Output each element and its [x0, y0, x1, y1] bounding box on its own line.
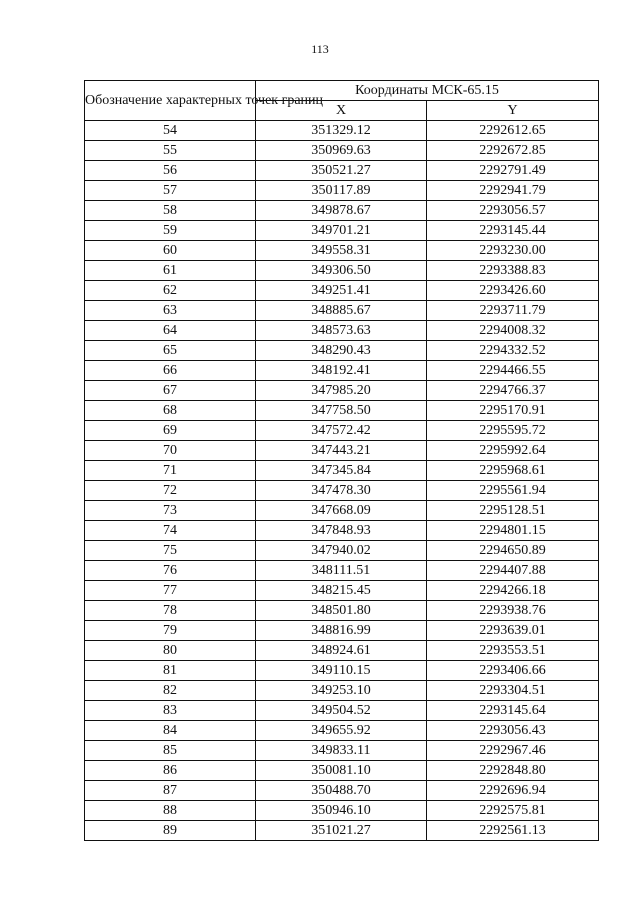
y-coordinate-cell: 2295595.72 — [427, 421, 599, 441]
table-row — [85, 441, 599, 461]
y-coordinate-cell: 2294650.89 — [427, 541, 599, 561]
point-number-cell: 57 — [85, 181, 256, 201]
x-coordinate-cell: 348215.45 — [256, 581, 427, 601]
table-row — [85, 521, 599, 541]
point-number-cell: 74 — [85, 521, 256, 541]
y-coordinate-cell: 2293711.79 — [427, 301, 599, 321]
table-row — [85, 641, 599, 661]
x-coordinate-cell: 350969.63 — [256, 141, 427, 161]
table-row — [85, 541, 599, 561]
table-row — [85, 121, 599, 141]
point-number-cell: 82 — [85, 681, 256, 701]
x-coordinate-cell: 350117.89 — [256, 181, 427, 201]
y-coordinate-cell: 2294466.55 — [427, 361, 599, 381]
table-row — [85, 721, 599, 741]
point-number-cell: 78 — [85, 601, 256, 621]
table-row — [85, 241, 599, 261]
table-row — [85, 221, 599, 241]
table-row — [85, 281, 599, 301]
x-coordinate-cell: 349110.15 — [256, 661, 427, 681]
y-coordinate-cell: 2293056.57 — [427, 201, 599, 221]
y-coordinate-cell: 2295170.91 — [427, 401, 599, 421]
table-row — [85, 341, 599, 361]
table-row — [85, 421, 599, 441]
point-number-cell: 88 — [85, 801, 256, 821]
table-row — [85, 681, 599, 701]
point-number-cell: 77 — [85, 581, 256, 601]
table-row — [85, 621, 599, 641]
point-number-cell: 84 — [85, 721, 256, 741]
point-number-cell: 83 — [85, 701, 256, 721]
point-number-cell: 61 — [85, 261, 256, 281]
point-number-cell: 67 — [85, 381, 256, 401]
y-coordinate-cell: 2293230.00 — [427, 241, 599, 261]
table-row — [85, 201, 599, 221]
point-number-cell: 75 — [85, 541, 256, 561]
y-coordinate-cell: 2292612.65 — [427, 121, 599, 141]
y-coordinate-cell: 2293938.76 — [427, 601, 599, 621]
table-row — [85, 801, 599, 821]
x-coordinate-cell: 348111.51 — [256, 561, 427, 581]
x-coordinate-cell: 349655.92 — [256, 721, 427, 741]
y-coordinate-cell: 2293426.60 — [427, 281, 599, 301]
y-coordinate-cell: 2294332.52 — [427, 341, 599, 361]
x-coordinate-cell: 348816.99 — [256, 621, 427, 641]
point-number-cell: 73 — [85, 501, 256, 521]
y-coordinate-cell: 2293406.66 — [427, 661, 599, 681]
x-coordinate-cell: 347478.30 — [256, 481, 427, 501]
y-coordinate-cell: 2293553.51 — [427, 641, 599, 661]
x-coordinate-cell: 348501.80 — [256, 601, 427, 621]
point-number-cell: 76 — [85, 561, 256, 581]
y-coordinate-cell: 2292672.85 — [427, 141, 599, 161]
point-number-cell: 54 — [85, 121, 256, 141]
coordinates-table — [84, 80, 599, 841]
header-y: Y — [427, 101, 599, 121]
point-number-cell: 80 — [85, 641, 256, 661]
point-number-cell: 65 — [85, 341, 256, 361]
point-number-cell: 66 — [85, 361, 256, 381]
point-number-cell: 85 — [85, 741, 256, 761]
table-row — [85, 501, 599, 521]
table-row — [85, 361, 599, 381]
table-row — [85, 581, 599, 601]
x-coordinate-cell: 348885.67 — [256, 301, 427, 321]
x-coordinate-cell: 349504.52 — [256, 701, 427, 721]
point-number-cell: 87 — [85, 781, 256, 801]
header-point-designation: Обозначение характерных точек границ — [85, 81, 256, 121]
y-coordinate-cell: 2293388.83 — [427, 261, 599, 281]
point-number-cell: 62 — [85, 281, 256, 301]
x-coordinate-cell: 348290.43 — [256, 341, 427, 361]
x-coordinate-cell: 350521.27 — [256, 161, 427, 181]
point-number-cell: 86 — [85, 761, 256, 781]
y-coordinate-cell: 2293056.43 — [427, 721, 599, 741]
table-row — [85, 181, 599, 201]
point-number-cell: 71 — [85, 461, 256, 481]
y-coordinate-cell: 2295128.51 — [427, 501, 599, 521]
table-row — [85, 321, 599, 341]
point-number-cell: 55 — [85, 141, 256, 161]
point-number-cell: 68 — [85, 401, 256, 421]
x-coordinate-cell: 347668.09 — [256, 501, 427, 521]
header-x: X — [256, 101, 427, 121]
y-coordinate-cell: 2294801.15 — [427, 521, 599, 541]
x-coordinate-cell: 349253.10 — [256, 681, 427, 701]
x-coordinate-cell: 351329.12 — [256, 121, 427, 141]
point-number-cell: 56 — [85, 161, 256, 181]
x-coordinate-cell: 350081.10 — [256, 761, 427, 781]
y-coordinate-cell: 2293639.01 — [427, 621, 599, 641]
point-number-cell: 58 — [85, 201, 256, 221]
x-coordinate-cell: 350946.10 — [256, 801, 427, 821]
table-row — [85, 301, 599, 321]
y-coordinate-cell: 2292967.46 — [427, 741, 599, 761]
y-coordinate-cell: 2293304.51 — [427, 681, 599, 701]
y-coordinate-cell: 2294766.37 — [427, 381, 599, 401]
point-number-cell: 63 — [85, 301, 256, 321]
table-row — [85, 821, 599, 841]
table-row — [85, 781, 599, 801]
y-coordinate-cell: 2293145.64 — [427, 701, 599, 721]
table-row — [85, 261, 599, 281]
x-coordinate-cell: 347848.93 — [256, 521, 427, 541]
table-row — [85, 661, 599, 681]
table-row — [85, 141, 599, 161]
point-number-cell: 60 — [85, 241, 256, 261]
x-coordinate-cell: 347940.02 — [256, 541, 427, 561]
y-coordinate-cell: 2294008.32 — [427, 321, 599, 341]
x-coordinate-cell: 348924.61 — [256, 641, 427, 661]
table-row — [85, 401, 599, 421]
table-row — [85, 381, 599, 401]
table-row — [85, 741, 599, 761]
x-coordinate-cell: 348192.41 — [256, 361, 427, 381]
table-row — [85, 481, 599, 501]
x-coordinate-cell: 349251.41 — [256, 281, 427, 301]
point-number-cell: 69 — [85, 421, 256, 441]
y-coordinate-cell: 2295561.94 — [427, 481, 599, 501]
y-coordinate-cell: 2292575.81 — [427, 801, 599, 821]
y-coordinate-cell: 2292696.94 — [427, 781, 599, 801]
table-row — [85, 461, 599, 481]
table-header — [85, 81, 599, 121]
x-coordinate-cell: 349878.67 — [256, 201, 427, 221]
x-coordinate-cell: 347572.42 — [256, 421, 427, 441]
x-coordinate-cell: 348573.63 — [256, 321, 427, 341]
x-coordinate-cell: 347443.21 — [256, 441, 427, 461]
page-number: 113 — [311, 42, 329, 56]
point-number-cell: 59 — [85, 221, 256, 241]
table-row — [85, 161, 599, 181]
table-row — [85, 561, 599, 581]
y-coordinate-cell: 2292561.13 — [427, 821, 599, 841]
x-coordinate-cell: 347758.50 — [256, 401, 427, 421]
point-number-cell: 64 — [85, 321, 256, 341]
y-coordinate-cell: 2294266.18 — [427, 581, 599, 601]
y-coordinate-cell: 2295992.64 — [427, 441, 599, 461]
y-coordinate-cell: 2292791.49 — [427, 161, 599, 181]
x-coordinate-cell: 347345.84 — [256, 461, 427, 481]
header-coordinate-system: Координаты МСК-65.15 — [256, 81, 599, 101]
table-body — [85, 121, 599, 841]
y-coordinate-cell: 2292941.79 — [427, 181, 599, 201]
point-number-cell: 79 — [85, 621, 256, 641]
x-coordinate-cell: 351021.27 — [256, 821, 427, 841]
x-coordinate-cell: 350488.70 — [256, 781, 427, 801]
table-row — [85, 601, 599, 621]
x-coordinate-cell: 349833.11 — [256, 741, 427, 761]
y-coordinate-cell: 2294407.88 — [427, 561, 599, 581]
x-coordinate-cell: 349701.21 — [256, 221, 427, 241]
y-coordinate-cell: 2292848.80 — [427, 761, 599, 781]
table-row — [85, 701, 599, 721]
x-coordinate-cell: 349306.50 — [256, 261, 427, 281]
x-coordinate-cell: 347985.20 — [256, 381, 427, 401]
table-row — [85, 761, 599, 781]
point-number-cell: 70 — [85, 441, 256, 461]
point-number-cell: 72 — [85, 481, 256, 501]
y-coordinate-cell: 2293145.44 — [427, 221, 599, 241]
y-coordinate-cell: 2295968.61 — [427, 461, 599, 481]
point-number-cell: 81 — [85, 661, 256, 681]
point-number-cell: 89 — [85, 821, 256, 841]
x-coordinate-cell: 349558.31 — [256, 241, 427, 261]
